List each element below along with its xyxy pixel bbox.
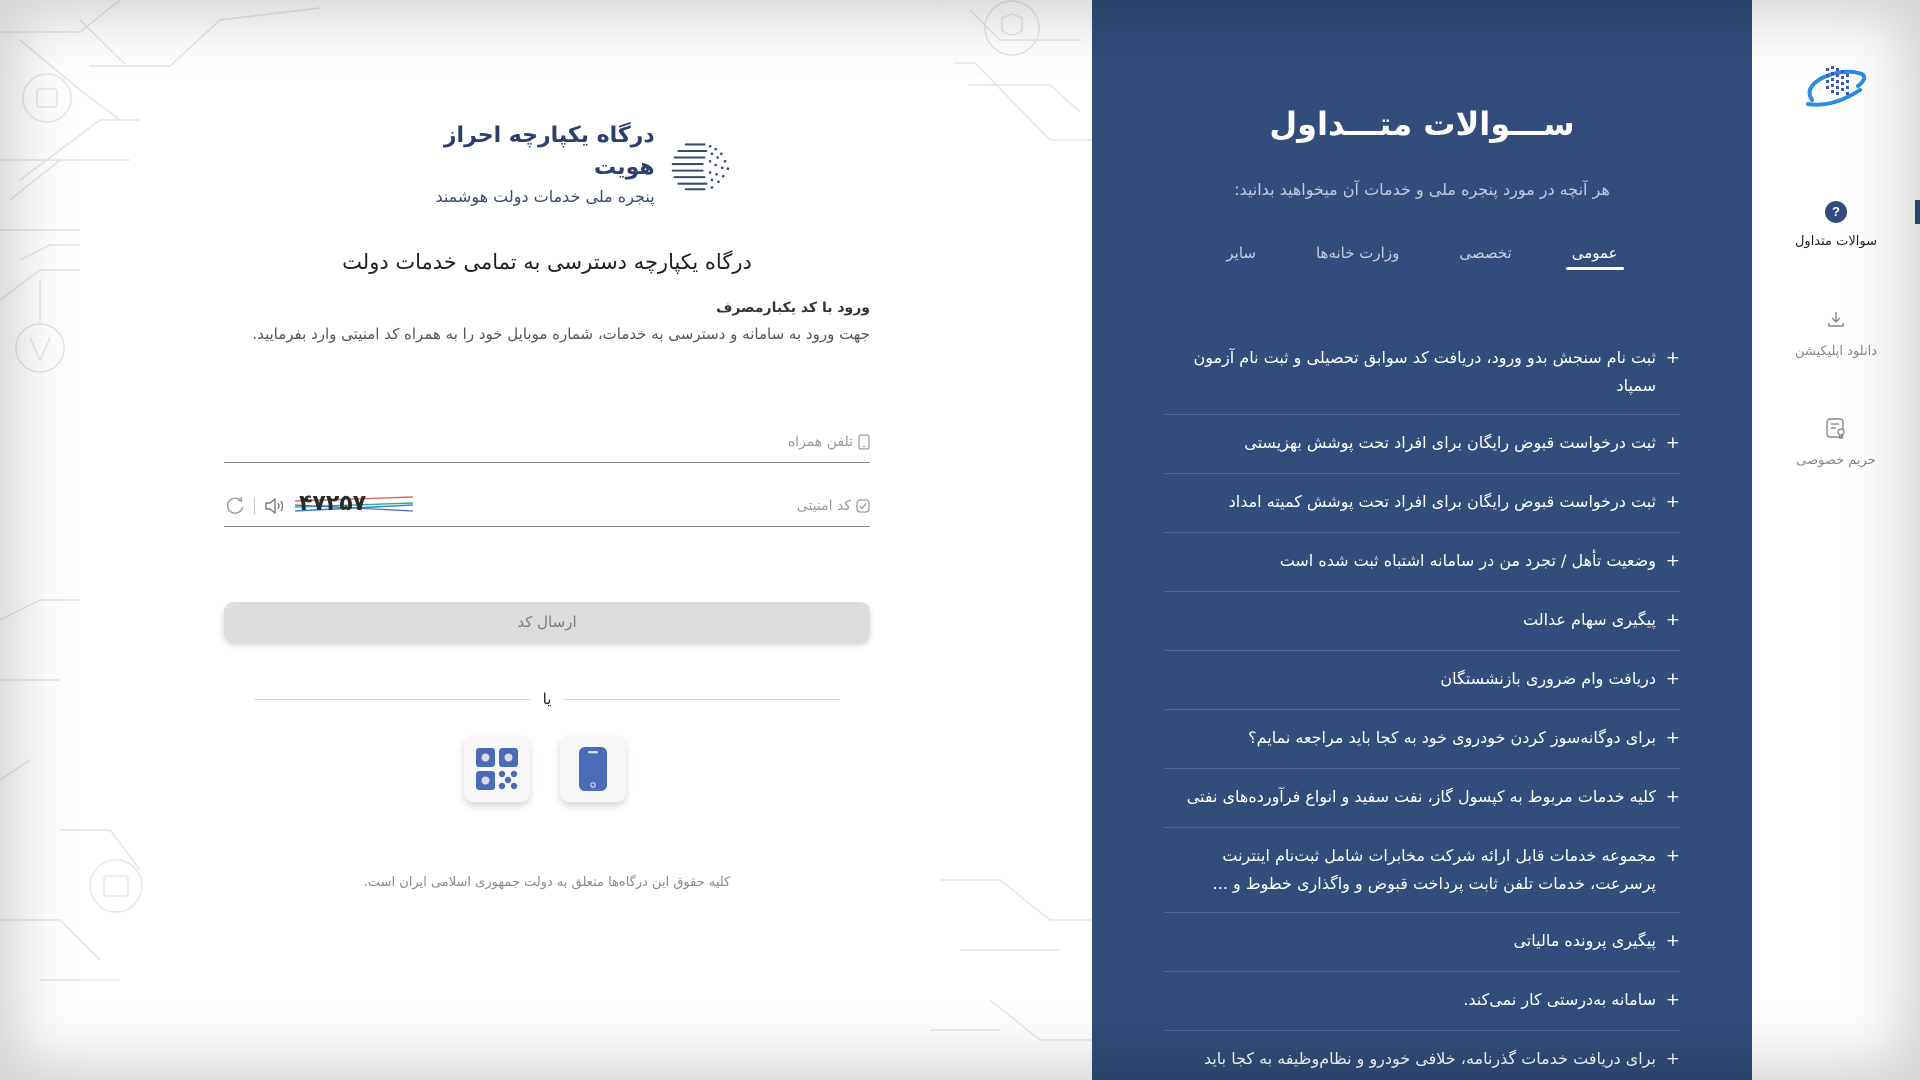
phone-field: [224, 422, 870, 463]
plus-icon: +: [1665, 669, 1680, 689]
brand-header: [394, 123, 734, 206]
faq-item[interactable]: + سامانه به‌درستی کار نمی‌کند.: [1164, 972, 1680, 1031]
mobile-app-login-button[interactable]: [560, 736, 626, 802]
tab-general[interactable]: عمومی: [1572, 240, 1618, 270]
captcha-tools-separator: [254, 497, 255, 515]
plus-icon: +: [1665, 787, 1680, 807]
alternative-login-methods: [464, 736, 626, 802]
plus-icon: +: [1665, 931, 1680, 951]
plus-icon: +: [1665, 610, 1680, 630]
faq-item[interactable]: + کلیه خدمات مربوط به کپسول گاز، نفت سفید و انواع فرآورده‌های نفتی: [1164, 769, 1680, 828]
phone-input[interactable]: [224, 426, 788, 458]
app-logo-icon: [1804, 62, 1868, 110]
faq-item[interactable]: + ثبت نام سنجش بدو ورود، دریافت کد سوابق تحصیلی و ثبت نام آزمون سمپاد: [1164, 330, 1680, 415]
plus-icon: +: [1665, 551, 1680, 571]
faq-subtitle: هر آنچه در مورد پنجره ملی و خدمات آن میخواهید بدانید:: [1234, 180, 1610, 199]
captcha-tools: [224, 493, 413, 519]
plus-icon: +: [1665, 1049, 1680, 1069]
smartphone-icon: [578, 746, 608, 792]
sidebar-item-privacy[interactable]: [1752, 416, 1920, 468]
sidebar-item-download-app[interactable]: [1752, 308, 1920, 359]
faq-panel: [1092, 0, 1752, 1080]
faq-item[interactable]: + پیگیری پرونده مالیاتی: [1164, 913, 1680, 972]
captcha-field-label: [797, 498, 870, 514]
copyright-text: کلیه حقوق این درگاه‌ها متعلق به دولت جمهوری اسلامی ایران است.: [363, 875, 731, 890]
plus-icon: +: [1665, 348, 1680, 368]
tab-other[interactable]: سایر: [1226, 244, 1256, 262]
qr-code-icon: [474, 746, 520, 792]
brand-title: درگاه یکپارچه احراز هویت: [443, 123, 655, 180]
or-text: یا: [542, 690, 552, 708]
phone-field-label: [788, 434, 870, 450]
faq-item[interactable]: + ثبت درخواست قبوض رایگان برای افراد تحت پوشش بهزیستی: [1164, 415, 1680, 474]
faq-item[interactable]: + دریافت وام ضروری بازنشستگان: [1164, 651, 1680, 710]
check-square-icon: [856, 499, 870, 513]
qr-login-button[interactable]: [464, 736, 530, 802]
tab-specialized[interactable]: تخصصی: [1459, 244, 1512, 262]
send-code-button[interactable]: ارسال کد: [224, 602, 870, 642]
help-circle-icon: ?: [1824, 200, 1848, 224]
captcha-input[interactable]: [413, 490, 797, 522]
plus-icon: +: [1665, 728, 1680, 748]
login-form-container: [224, 0, 870, 1080]
captcha-text: ۴۷۲۵۷: [299, 491, 367, 516]
captcha-field: [224, 486, 870, 527]
faq-item[interactable]: + وضعیت تأهل / تجرد من در سامانه اشتباه ثبت شده است: [1164, 533, 1680, 592]
faq-item[interactable]: + مجموعه خدمات قابل ارائه شرکت مخابرات شامل ثبت‌نام اینترنت پرسرعت، خدمات تلفن ثابت پرداخت قبوض و واگذاری خطوط و ...: [1164, 828, 1680, 913]
globe-logo-icon: [669, 135, 734, 195]
mobile-icon: [858, 434, 870, 450]
phone-label-text: تلفن همراه: [787, 434, 853, 450]
privacy-document-icon: [1824, 416, 1848, 440]
speaker-icon[interactable]: [263, 496, 287, 516]
faq-item[interactable]: + برای دوگانه‌سوز کردن خودروی خود به کجا باید مراجعه نمایم؟: [1164, 710, 1680, 769]
sidebar-item-faq[interactable]: [1752, 200, 1920, 249]
otp-description: جهت ورود به سامانه و دسترسی به خدمات، شماره موبایل خود را به همراه کد امنیتی وارد بفرمایید.: [252, 325, 870, 343]
faq-title: ســـوالات متـــداول: [1269, 105, 1575, 143]
plus-icon: +: [1665, 990, 1680, 1010]
refresh-icon[interactable]: [224, 495, 246, 517]
faq-item[interactable]: + پیگیری سهام عدالت: [1164, 592, 1680, 651]
download-icon: [1824, 308, 1848, 332]
page-title: درگاه یکپارچه دسترسی به تمامی خدمات دولت: [342, 250, 752, 274]
tab-ministries[interactable]: وزارت خانه‌ها: [1315, 244, 1400, 262]
or-divider: [254, 690, 840, 708]
faq-list: [1164, 330, 1680, 1080]
otp-label: ورود با کد یکبارمصرف: [716, 300, 870, 316]
sidebar-item-label: حریم خصوصی: [1796, 453, 1876, 468]
sidebar-item-label: سوالات متداول: [1794, 234, 1878, 249]
captcha-image: [295, 493, 413, 519]
brand-subtitle: پنجره ملی خدمات دولت هوشمند: [435, 187, 655, 206]
sidebar-item-label: دانلود اپلیکیشن: [1794, 344, 1877, 359]
plus-icon: +: [1665, 846, 1680, 866]
faq-item[interactable]: + برای دریافت خدمات گذرنامه، خلافی خودرو و نظام‌وظیفه به کجا باید: [1164, 1031, 1680, 1080]
faq-tabs: [1092, 240, 1752, 270]
plus-icon: +: [1665, 492, 1680, 512]
plus-icon: +: [1665, 433, 1680, 453]
captcha-label-text: کد امنیتی: [796, 498, 851, 514]
right-sidebar: [1752, 0, 1920, 1080]
faq-item[interactable]: + ثبت درخواست قبوض رایگان برای افراد تحت پوشش کمیته امداد: [1164, 474, 1680, 533]
